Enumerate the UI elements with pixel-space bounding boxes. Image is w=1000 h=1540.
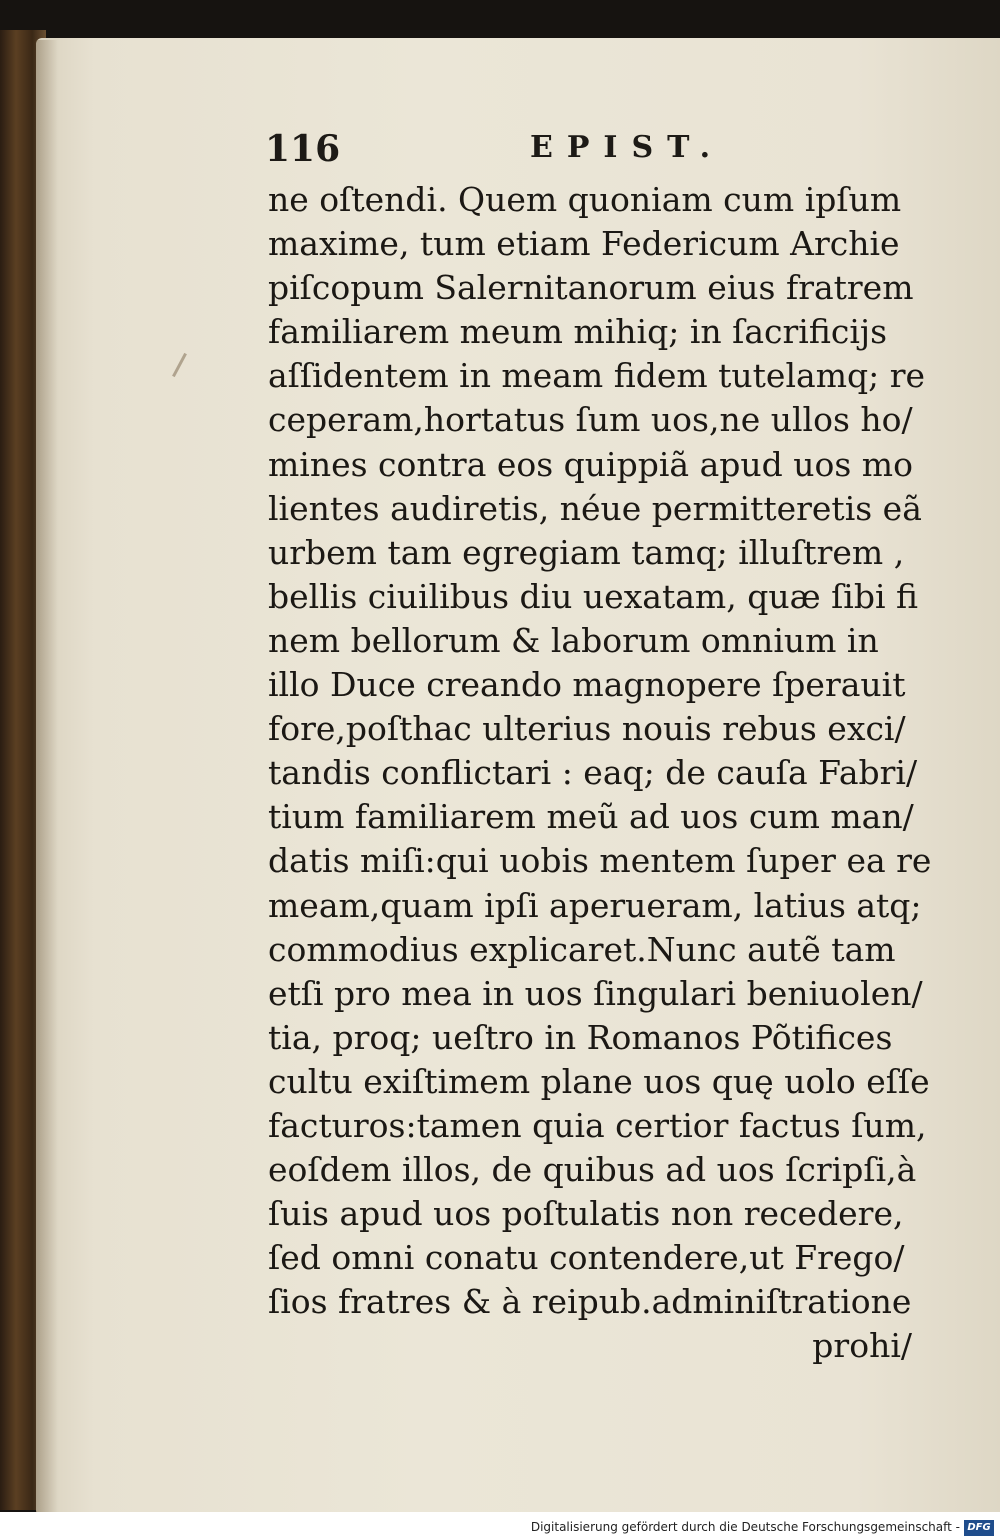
text-line: ceperam,hortatus ſum uos,ne ullos ho/ bbox=[268, 400, 913, 440]
digitization-footer bbox=[0, 1512, 1000, 1540]
text-line: tium familiarem meũ ad uos cum man/ bbox=[268, 797, 914, 837]
text-line: lientes audiretis, néue permitteretis eã bbox=[268, 488, 922, 528]
body-text bbox=[268, 178, 948, 1369]
text-line: ſuis apud uos poſtulatis non recedere, bbox=[268, 1194, 904, 1234]
page-gutter-shadow bbox=[36, 40, 58, 1514]
text-line: cultu exiſtimem plane uos quę uolo eſſe bbox=[268, 1061, 930, 1101]
text-line: etſi pro mea in uos ſingulari beniuolen/ bbox=[268, 973, 923, 1013]
text-line: fore,poſthac ulterius nouis rebus exci/ bbox=[268, 709, 906, 749]
text-line: nem bellorum & laborum omnium in bbox=[268, 620, 879, 660]
text-line: urbem tam egregiam tamq; illuſtrem , bbox=[268, 532, 905, 572]
text-line: ſios fratres & à reipub.adminiſtratione bbox=[268, 1282, 912, 1322]
text-line: piſcopum Salernitanorum eius fratrem bbox=[268, 268, 914, 308]
dfg-logo: DFG bbox=[964, 1520, 994, 1536]
catchword: prohi/ bbox=[812, 1326, 912, 1366]
running-head: EPIST. bbox=[530, 130, 725, 165]
text-line: maxime, tum etiam Federicum Archie bbox=[268, 224, 900, 264]
funding-credit: Digitalisierung gefördert durch die Deutsche Forschungsgemeinschaft - bbox=[530, 1520, 960, 1534]
text-line: familiarem meum mihiq; in ſacrificijs bbox=[268, 312, 888, 352]
text-line: facturos:tamen quia certior factus ſum, bbox=[268, 1105, 927, 1145]
text-line: commodius explicaret.Nunc autẽ tam bbox=[268, 929, 896, 969]
text-line: illo Duce creando magnopere ſperauit bbox=[268, 665, 906, 705]
page-header bbox=[265, 128, 955, 172]
text-line: tia, proq; ueſtro in Romanos Põtifices bbox=[268, 1017, 893, 1057]
text-line: aſſidentem in meam fidem tutelamq; re bbox=[268, 356, 926, 396]
text-line: meam,quam ipſi aperueram, latius atq; bbox=[268, 885, 922, 925]
text-line: ne oſtendi. Quem quoniam cum ipſum bbox=[268, 180, 902, 219]
text-line: datis miſi:qui uobis mentem ſuper ea re bbox=[268, 841, 932, 881]
folio-number: 116 bbox=[265, 128, 341, 170]
text-line: eoſdem illos, de quibus ad uos ſcripſi,à bbox=[268, 1150, 917, 1190]
text-line: mines contra eos quippiã apud uos mo bbox=[268, 444, 913, 484]
text-line: bellis ciuilibus diu uexatam, quæ ſibi fi bbox=[268, 576, 919, 616]
text-line: ſed omni conatu contendere,ut Frego/ bbox=[268, 1238, 905, 1278]
text-line: tandis conflictari : eaq; de cauſa Fabri/ bbox=[268, 753, 918, 793]
